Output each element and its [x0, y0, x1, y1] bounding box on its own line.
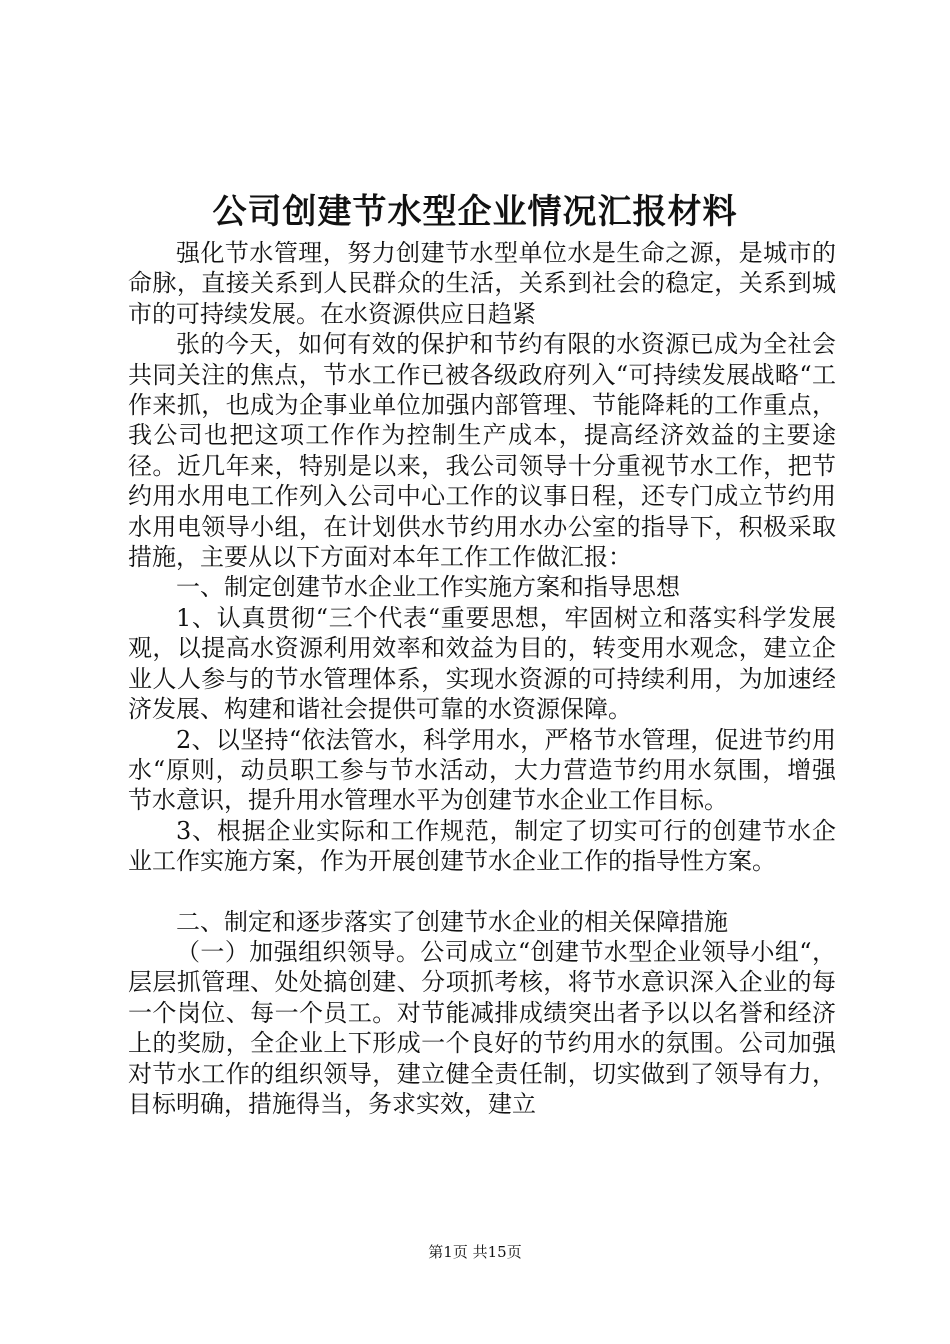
paragraph-item-2: 2、以坚持“依法管水，科学用水，严格节水管理，促进节约用水“原则，动员职工参与节水活动，大力营造节约用水氛围，增强节水意识，提升用水管理水平为创建节水企业工作目标。 — [128, 725, 836, 815]
document-body — [128, 238, 836, 1119]
paragraph-intro: 强化节水管理，努力创建节水型单位水是生命之源，是城市的命脉，直接关系到人民群众的生活，关系到社会的稳定，关系到城市的可持续发展。在水资源供应日趋紧 — [128, 239, 836, 328]
page-number-footer: 第1页 共15页 — [428, 1243, 522, 1261]
paragraph-item-3: 3、根据企业实际和工作规范，制定了切实可行的创建节水企业工作实施方案，作为开展创建节水企业工作的指导性方案。 — [128, 816, 836, 876]
paragraph-organization: （一）加强组织领导。公司成立“创建节水型企业领导小组“，层层抓管理、处处搞创建、分项抓考核，将节水意识深入企业的每一个岗位、每一个员工。对节能减排成绩突出者予以以名誉和经济上的奖励，全企业上下形成一个良好的节约用水的氛围。公司加强对节水工作的组织领导，建立健全责任制，切实做到了领导有力，目标明确，措施得当，务求实效，建立 — [128, 937, 836, 1118]
section-heading-2: 二、制定和逐步落实了创建节水企业的相关保障措施 — [176, 907, 728, 936]
paragraph-background: 张的今天，如何有效的保护和节约有限的水资源已成为全社会共同关注的焦点，节水工作已被各级政府列入“可持续发展战略“工作来抓，也成为企事业单位加强内部管理、节能降耗的工作重点，我公司也把这项工作作为控制生产成本，提高经济效益的主要途径。近几年来，特别是以来，我公司领导十分重视节水工作，把节约用水用电工作列入公司中心工作的议事日程，还专门成立节约用水用电领导小组，在计划供水节约用水办公室的指导下，积极采取措施，主要从以下方面对本年工作工作做汇报： — [128, 330, 836, 572]
section-heading-1: 一、制定创建节水企业工作实施方案和指导思想 — [176, 573, 680, 602]
document-title: 公司创建节水型企业情况汇报材料 — [212, 192, 738, 232]
paragraph-item-1: 1、认真贯彻“三个代表“重要思想，牢固树立和落实科学发展观，以提高水资源利用效率和效益为目的，转变用水观念，建立企业人人参与的节水管理体系，实现水资源的可持续利用，为加速经济发展、构建和谐社会提供可靠的水资源保障。 — [128, 603, 836, 724]
